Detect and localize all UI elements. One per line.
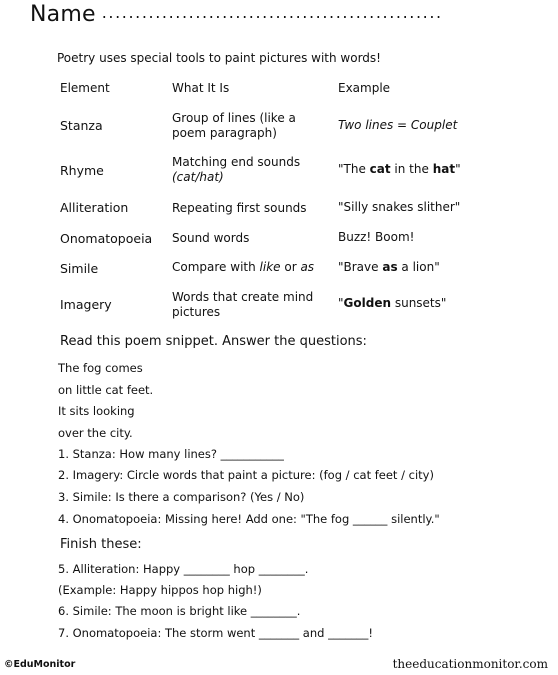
example-imagery <box>338 296 446 311</box>
column-header-what: What It Is <box>172 81 230 95</box>
website-label: theeducationmonitor.com <box>392 657 548 671</box>
name-label: Name <box>30 2 96 27</box>
example-rhyme-part: in the <box>390 162 433 176</box>
question-onomatopoeia[interactable]: 4. Onomatopoeia: Missing here! Add one: "The fog ______ silently." <box>58 512 440 526</box>
example-rhyme-bold: cat <box>369 162 391 176</box>
what-simile-part: Compare with <box>172 260 260 274</box>
example-imagery-part: sunsets" <box>391 296 447 310</box>
example-rhyme <box>338 162 461 177</box>
what-simile-as: as <box>300 260 315 274</box>
element-rhyme: Rhyme <box>60 163 104 178</box>
what-imagery: Words that create mind pictures <box>172 290 314 319</box>
example-imagery-bold: Golden <box>343 296 392 310</box>
example-simile <box>338 260 440 275</box>
exercise-alliteration[interactable]: 5. Alliteration: Happy ________ hop ________. <box>58 562 309 576</box>
example-alliteration-hint: (Example: Happy hippos hop high!) <box>58 583 262 597</box>
intro-text: Poetry uses special tools to paint pictures with words! <box>57 51 381 65</box>
what-simile-like: like <box>259 260 281 274</box>
element-imagery: Imagery <box>60 297 112 312</box>
exercise-onomatopoeia[interactable]: 7. Onomatopoeia: The storm went _______ and _______! <box>58 626 373 640</box>
element-stanza: Stanza <box>60 118 103 133</box>
element-onomatopoeia: Onomatopoeia <box>60 231 153 246</box>
what-simile-part: or <box>280 260 301 274</box>
example-simile-part: "Brave <box>338 260 383 274</box>
what-rhyme-text: Matching end sounds <box>172 155 301 169</box>
column-header-example: Example <box>338 81 391 95</box>
example-alliteration: "Silly snakes slither" <box>338 200 461 214</box>
copyright-label: ©EduMonitor <box>4 659 76 670</box>
what-rhyme-words: (cat/hat) <box>172 170 224 184</box>
element-alliteration: Alliteration <box>60 200 129 215</box>
example-simile-bold: as <box>382 260 398 274</box>
column-header-element: Element <box>60 81 110 95</box>
example-stanza: Two lines = Couplet <box>338 118 458 132</box>
example-rhyme-part: " <box>455 162 461 176</box>
example-onomatopoeia: Buzz! Boom! <box>338 230 415 244</box>
poem-line: over the city. <box>58 426 133 440</box>
section-heading-finish: Finish these: <box>60 537 142 552</box>
example-imagery-part: " <box>338 296 344 310</box>
poem-line: The fog comes <box>58 361 143 375</box>
poem-line: on little cat feet. <box>58 383 154 397</box>
section-heading-poem: Read this poem snippet. Answer the questions: <box>60 334 367 349</box>
example-rhyme-part: "The <box>338 162 370 176</box>
name-line[interactable]: ................................................... <box>101 3 443 22</box>
poem-line: It sits looking <box>58 404 135 418</box>
element-simile: Simile <box>60 261 99 276</box>
example-simile-part: a lion" <box>397 260 440 274</box>
question-simile[interactable]: 3. Simile: Is there a comparison? (Yes / No) <box>58 490 305 504</box>
exercise-simile[interactable]: 6. Simile: The moon is bright like ________. <box>58 604 301 618</box>
what-alliteration: Repeating first sounds <box>172 201 307 215</box>
example-rhyme-bold: hat <box>432 162 456 176</box>
what-stanza: Group of lines (like a poem paragraph) <box>172 111 296 140</box>
what-simile <box>172 260 314 275</box>
name-field[interactable] <box>30 2 443 27</box>
question-imagery[interactable]: 2. Imagery: Circle words that paint a picture: (fog / cat feet / city) <box>58 468 434 482</box>
what-onomatopoeia: Sound words <box>172 231 250 245</box>
what-rhyme <box>172 155 332 185</box>
question-stanza[interactable]: 1. Stanza: How many lines? ___________ <box>58 447 284 461</box>
